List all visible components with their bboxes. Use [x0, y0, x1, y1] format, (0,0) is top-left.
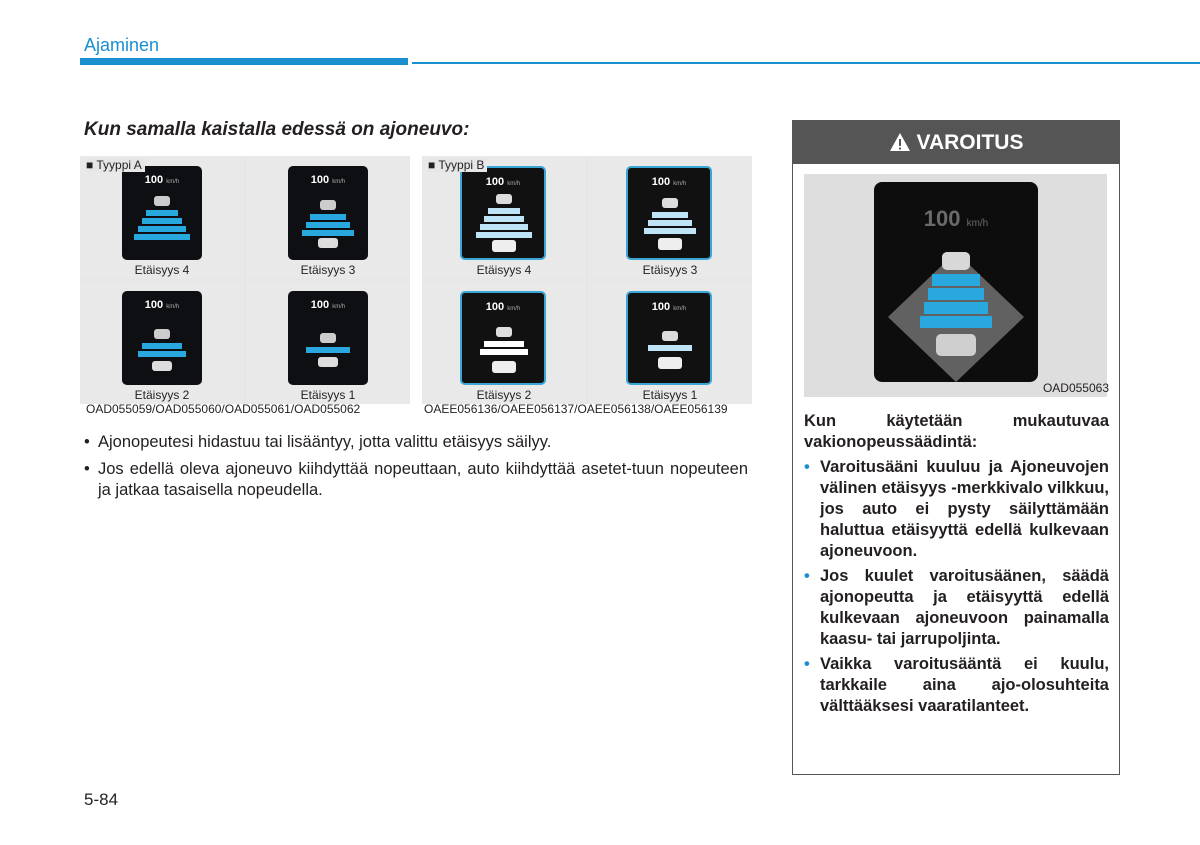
figure-b-distance-1	[588, 281, 752, 404]
header-rule-thick	[80, 58, 408, 65]
warning-item: • Vaikka varoitusääntä ei kuulu, tarkkaile aina ajo-olosuhteita välttääksesi vaaratilanteet.	[804, 654, 1109, 717]
figure-b-distance-2	[422, 281, 586, 404]
speed-readout: 100 km/h	[923, 206, 989, 231]
caption: Etäisyys 1	[300, 388, 356, 402]
page-number: 5-84	[84, 790, 119, 809]
speed-readout: 100 km/h	[485, 176, 521, 188]
warning-item: • Jos kuulet varoitusäänen, säädä ajonopeutta ja etäisyyttä edellä kulkevaan ajoneuvoon painamalla kaasu- tai jarrupoljinta.	[804, 566, 1109, 650]
header-rule-thin	[412, 62, 1200, 64]
body-bullet-list	[84, 432, 748, 507]
speed-readout: 100 km/h	[310, 174, 346, 186]
figure-panel-type-a	[80, 156, 410, 404]
warning-box	[792, 120, 1120, 775]
figure-a-distance-3	[246, 156, 410, 279]
speed-readout: 100 km/h	[310, 299, 346, 311]
warning-triangle-icon	[889, 124, 911, 167]
figure-a-distance-2	[80, 281, 244, 404]
distance-bars-icon	[422, 182, 586, 262]
flashing-distance-icon	[874, 182, 1038, 382]
warning-item: • Varoitusääni kuuluu ja Ajoneuvojen välinen etäisyys -merkkivalo vilkkuu, jos auto ei pysty säilyttämään haluttua etäisyyttä edellä kulkevaan ajoneuvoon.	[804, 457, 1109, 562]
distance-bars-icon	[80, 307, 244, 387]
speed-readout: 100 km/h	[651, 176, 687, 188]
subheading: Kun samalla kaistalla edessä on ajoneuvo:	[84, 119, 470, 140]
cluster-display	[874, 182, 1038, 382]
caption: Etäisyys 2	[476, 388, 532, 402]
figure-a-distance-4	[80, 156, 244, 279]
speed-readout: 100 km/h	[144, 299, 180, 311]
type-a-label: ■ Tyyppi A	[86, 158, 145, 172]
distance-bars-icon	[588, 307, 752, 387]
distance-bars-icon	[246, 307, 410, 387]
type-b-label: ■ Tyyppi B	[428, 158, 487, 172]
distance-bars-icon	[246, 182, 410, 262]
figure-a-distance-1	[246, 281, 410, 404]
warning-image-code: OAD055063	[1042, 381, 1109, 395]
distance-bars-icon	[422, 307, 586, 387]
section-title: Ajaminen	[84, 35, 160, 55]
figure-b-codes: OAEE056136/OAEE056137/OAEE056138/OAEE056139	[424, 402, 728, 416]
warning-intro: Kun käytetään mukautuvaa vakionopeussäädintä:	[804, 412, 1109, 451]
figure-panel-type-b	[422, 156, 752, 404]
warning-list	[804, 457, 1109, 717]
caption: Etäisyys 2	[134, 388, 190, 402]
speed-readout: 100 km/h	[651, 301, 687, 313]
caption: Etäisyys 4	[476, 263, 532, 277]
caption: Etäisyys 4	[134, 263, 190, 277]
speed-readout: 100 km/h	[485, 301, 521, 313]
figure-b-distance-4	[422, 156, 586, 279]
caption: Etäisyys 1	[642, 388, 698, 402]
caption: Etäisyys 3	[642, 263, 698, 277]
figure-b-distance-3	[588, 156, 752, 279]
bullet-item: • Ajonopeutesi hidastuu tai lisääntyy, jotta valittu etäisyys säilyy.	[84, 432, 748, 453]
speed-readout: 100 km/h	[144, 174, 180, 186]
warning-illustration	[804, 174, 1107, 397]
warning-title: VAROITUS	[916, 131, 1024, 154]
distance-bars-icon	[80, 182, 244, 262]
caption: Etäisyys 3	[300, 263, 356, 277]
figure-a-codes: OAD055059/OAD055060/OAD055061/OAD055062	[86, 402, 361, 416]
bullet-item: • Jos edellä oleva ajoneuvo kiihdyttää nopeuttaan, auto kiihdyttää asetet-tuun nopeuteen ja jatkaa tasaisella nopeudella.	[84, 459, 748, 501]
warning-header	[793, 121, 1119, 164]
distance-bars-icon	[588, 182, 752, 262]
warning-text	[804, 411, 1109, 721]
